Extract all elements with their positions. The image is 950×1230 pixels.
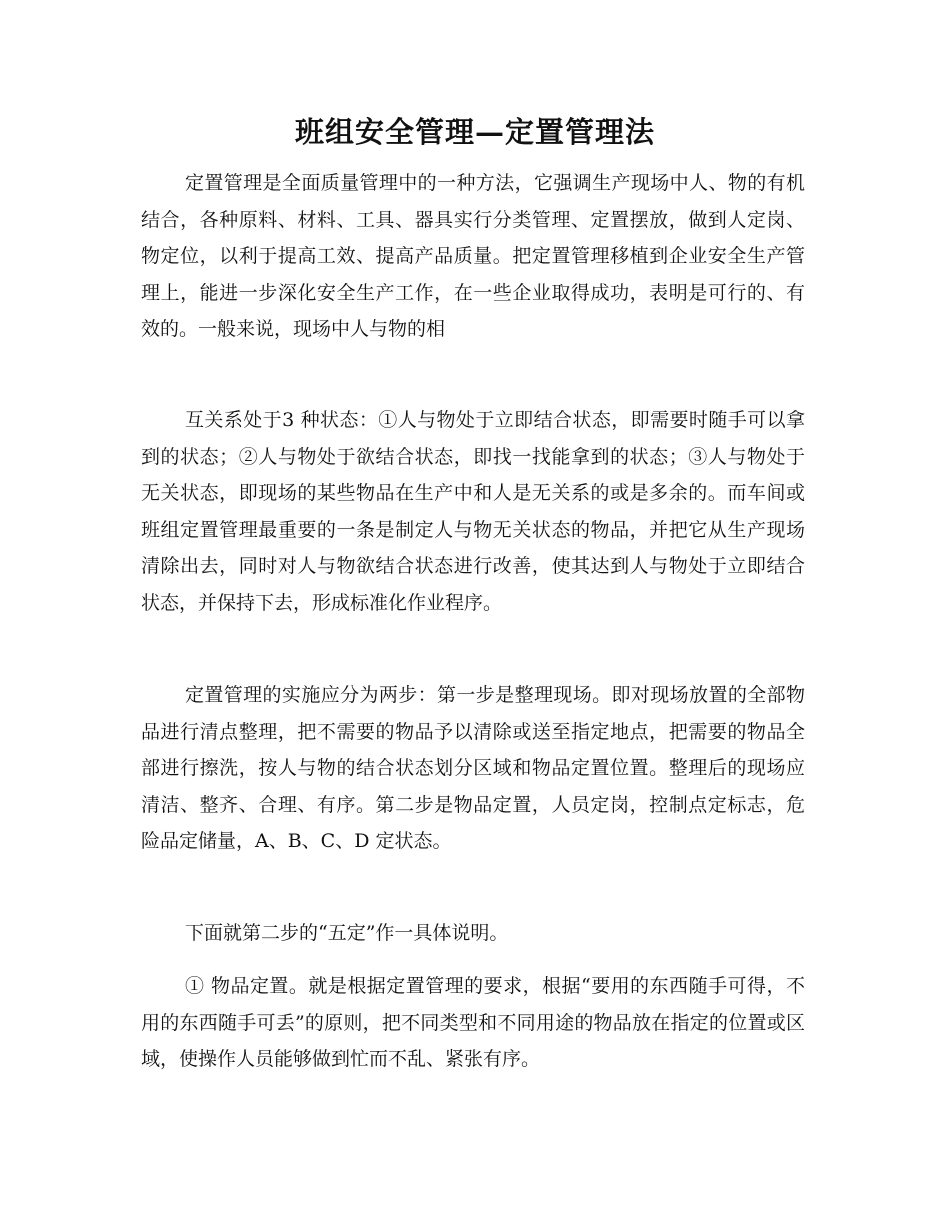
paragraph-intro: 定置管理是全面质量管理中的一种方法，它强调生产现场中人、物的有机结合，各种原料、材料、工具、器具实行分类管理、定置摆放，做到人定岗、物定位，以利于提高工效、提高产品质量。把定置管理移植到企业安全生产管理上，能进一步深化安全生产工作，在一些企业取得成功，表明是可行的、有效的。一般来说，现场中人与物的相 <box>141 172 805 340</box>
paragraph-item-placement: ① 物品定置。就是根据定置管理的要求，根据“要用的东西随手可得，不用的东西随手可丢”的原则，把不同类型和不同用途的物品放在指定的位置或区域，使操作人员能够做到忙而不乱、紧张有序。 <box>141 975 805 1070</box>
document-title: 班组安全管理—定置管理法 <box>294 115 655 149</box>
paragraph-two-steps: 定置管理的实施应分为两步：第一步是整理现场。即对现场放置的全部物品进行清点整理，把不需要的物品予以清除或送至指定地点，把需要的物品全部进行擦洗，按人与物的结合状态划分区域和物品定置位置。整理后的现场应清洁、整齐、合理、有序。第二步是物品定置，人员定岗，控制点定标志，危险品定储量，A、B、C、D 定状态。 <box>141 684 805 852</box>
paragraph-five-fixed-intro: 下面就第二步的“五定”作一具体说明。 <box>185 922 509 944</box>
paragraph-three-states: 互关系处于3 种状态：①人与物处于立即结合状态，即需要时随手可以拿到的状态；②人与物处于欲结合状态，即找一找能拿到的状态；③人与物处于无关状态，即现场的某些物品在生产中和人是无关系的或是多余的。而车间或班组定置管理最重要的一条是制定人与物无关状态的物品，并把它从生产现场清除出去，同时对人与物欲结合状态进行改善，使其达到人与物处于立即结合状态，并保持下去，形成标准化作业程序。 <box>141 409 805 614</box>
